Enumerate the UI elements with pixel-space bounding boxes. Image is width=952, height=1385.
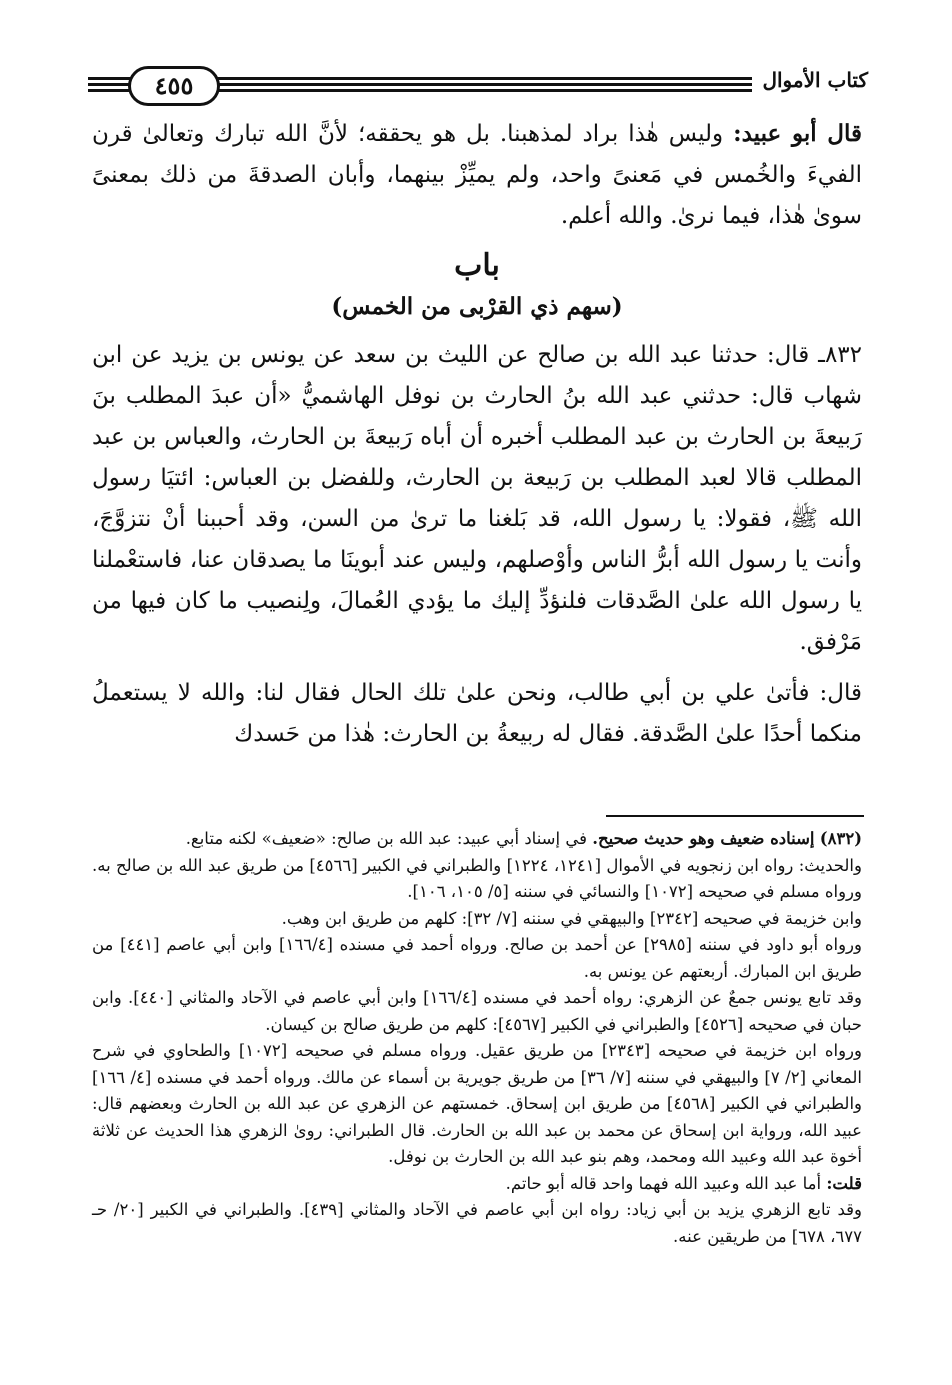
footnote-line: ورواه أبو داود في سننه [٢٩٨٥] عن أحمد بن صالح. ورواه أحمد في مسنده [١٦٦/٤] وابن أبي عاصم [٤٤١] من طريق ابن المبارك. أربعتهم عن يونس به. <box>92 935 862 981</box>
footnote-first-line <box>92 826 862 853</box>
book-title: كتاب الأموال <box>752 64 868 96</box>
hadith-paragraph <box>92 335 862 663</box>
hadith-number: ٨٣٢ <box>824 342 862 368</box>
footnotes <box>92 826 862 1250</box>
footnote-line: والحديث: رواه ابن زنجويه في الأموال [١٢٤١، ١٢٢٤] والطبراني في الكبير [٤٥٦٦] من طريق عبد الله بن صالح به. ورواه مسلم في صحيحه [١٠٧٢] والنسائي في سننه [٥/ ١٠٥، ١٠٦]. <box>92 855 862 901</box>
footnote-line: وقد تابع الزهري يزيد بن أبي زياد: رواه ابن أبي عاصم في الآحاد والمثاني [٤٣٩]. والطبراني في الكبير [٢٠/ حـ ٦٧٧، ٦٧٨] من طريقين عنه. <box>92 1200 862 1246</box>
paragraph-continuation: قال: فأتىٰ علي بن أبي طالب، ونحن علىٰ تلك الحال فقال لنا: والله لا يستعملُ منكما أحدًا علىٰ الصَّدقة. فقال له ربيعةُ بن الحارث: هٰذا من حَسدك <box>92 680 862 747</box>
paragraph-abu-ubaid <box>92 113 862 237</box>
section-title: باب <box>454 248 500 283</box>
footnote-separator <box>606 815 864 817</box>
paragraph-text: وليس هٰذا براد لمذهبنا. بل هو يحققه؛ لأنَّ الله تبارك وتعالىٰ قرن الفيءَ والخُمس في مَعنىً واحد، ولم يميِّزْ بينهما، وأبان الصدقةَ من ذلك بمعنىً سوىٰ هٰذا، فيما نرىٰ. والله أعلم. <box>92 121 862 229</box>
main-text <box>92 113 862 755</box>
section-subtitle: (سهم ذي القرْبى من الخمس) <box>331 293 623 320</box>
footnote-line: وابن خزيمة في صحيحه [٢٣٤٢] والبيهقي في سننه [٧/ ٣٢]: كلهم من طريق ابن وهب. <box>281 908 862 928</box>
footnote-number: (٨٣٢) <box>819 829 862 848</box>
hadith-text: ـ قال: حدثنا عبد الله بن صالح عن الليث بن سعد عن يونس بن يزيد عن ابن شهاب قال: حدثني عبد الله بنُ الحارث بن نوفل الهاشميُّ «أن عبدَ المطلب بنَ رَبيعةَ بن الحارث بن عبد المطلب أخبره أن أباه رَبيعةَ بن الحارث، والعباس بن عبد المطلب قالا لعبد المطلب بن رَبيعة بن الحارث، وللفضل بن العباس: ائتيَا رسول الله ﷺ، فقولا: يا رسول الله، قد بَلغنا ما ترىٰ من السن، وقد أحببنا أنْ نتزوَّجَ، وأنت يا رسول الله أبرُّ الناس وأوْصلهم، وليس عند أبوينَا ما يصدقان عنا، فاستعْملنا يا رسول الله علىٰ الصَّدقات فلنؤدِّ إليك ما يؤدي العُمالَ، ولِنصيب ما كان فيها من مَرْفق. <box>92 342 862 655</box>
page-header <box>88 58 868 108</box>
paragraph-lead: قال أبو عبيد: <box>733 120 862 147</box>
qult-text: أما عبد الله وعبيد الله فهما واحد قاله أبو حاتم. <box>505 1173 827 1193</box>
footnote-line: ورواه ابن خزيمة في صحيحه [٢٣٤٣] من طريق عقيل. ورواه مسلم في صحيحه [١٠٧٢] والطحاوي في شرح المعاني [٢/ ٧] والبيهقي في سننه [٧/ ٣٦] من طريق جويرية بن أسماء عن مالك. ورواه أحمد في مسنده [٤/ ١٦٦] والطبراني في الكبير [٤٥٦٨] من طريق ابن إسحاق. خمستهم عن الزهري عن عبد الله بن الحارث وبعضهم قال: عبيد الله، ورواية ابن إسحاق عن محمد بن عبد الله بن الحارث. قال الطبراني: روىٰ الزهري هذا الحديث عن ثلاثة أخوة عبد الله وعبيد الله ومحمد، وهم بنو عبد الله بن الحارث بن نوفل. <box>92 1041 862 1166</box>
footnote-grade: إسناده ضعيف وهو حديث صحيح. <box>592 829 815 848</box>
footnote-grade-rest: في إسناد أبي عبيد: عبد الله بن صالح: «ضعيف» لكنه متابع. <box>185 829 593 848</box>
page-number: ٤٥٥ <box>128 66 220 106</box>
qult-label: قلت: <box>826 1173 862 1193</box>
footnote-line: وقد تابع يونس جمعٌ عن الزهري: رواه أحمد في مسنده [١٦٦/٤] وابن أبي عاصم في الآحاد والمثاني [٤٤٠]. وابن حبان في صحيحه [٤٥٢٦] والطبراني في الكبير [٤٥٦٧]: كلهم من طريق صالح بن كيسان. <box>92 988 862 1034</box>
footnote-qult <box>92 1171 862 1198</box>
